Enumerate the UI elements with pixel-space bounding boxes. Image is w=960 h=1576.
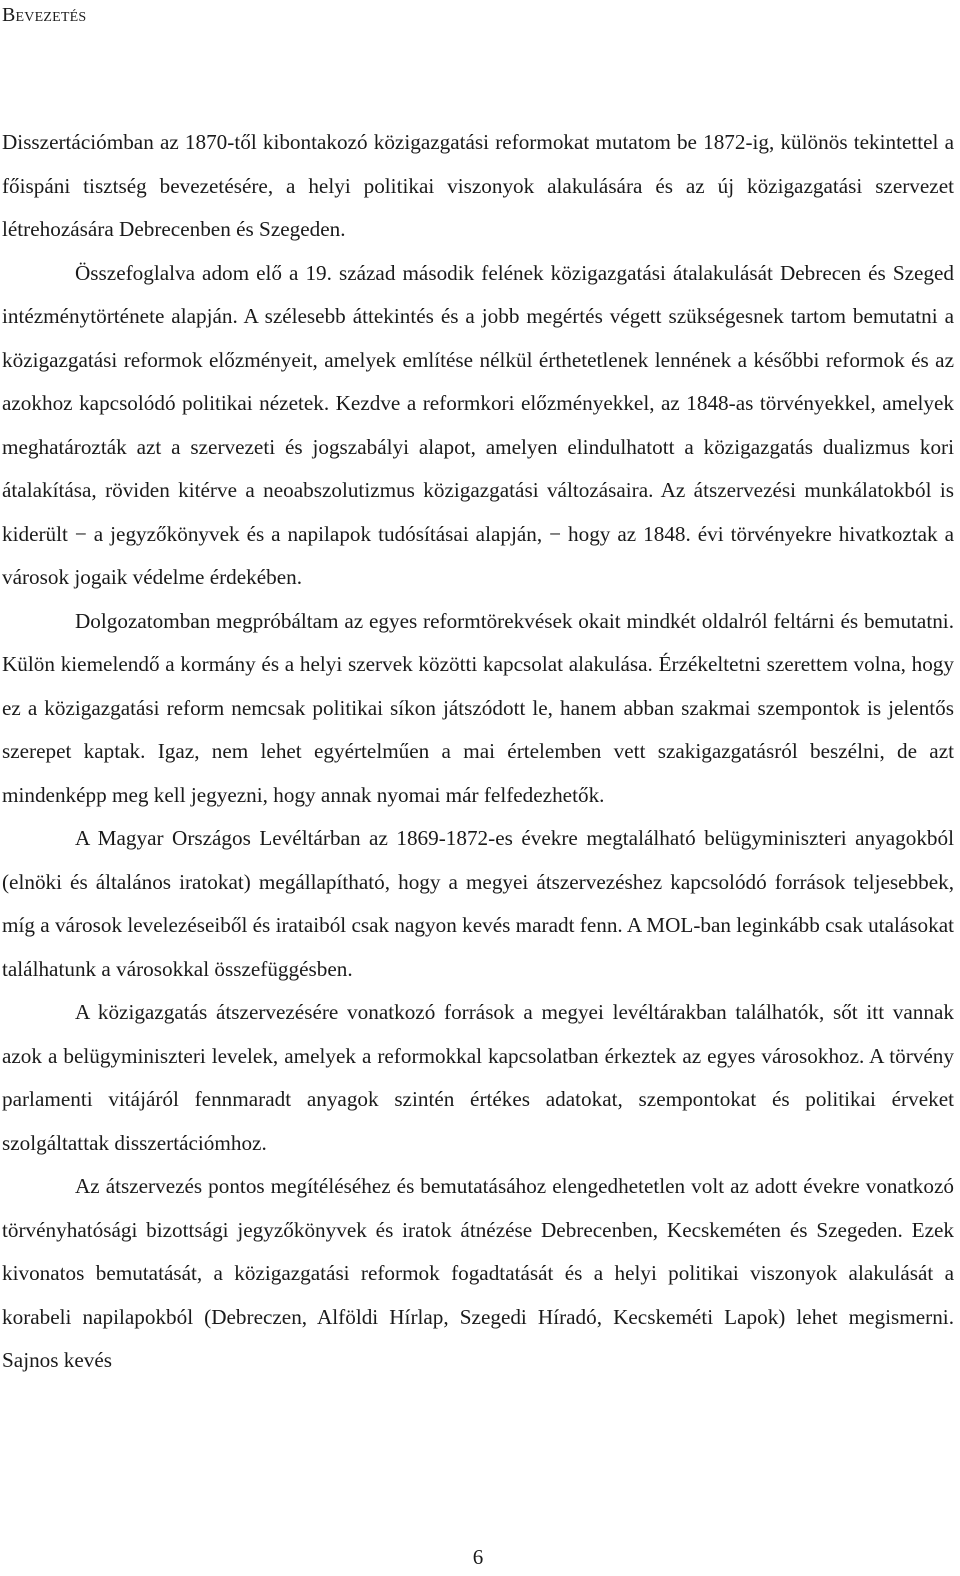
body-text [2, 121, 954, 1383]
section-heading: Bevezetés [2, 4, 87, 26]
paragraph-1: Disszertációmban az 1870-től kibontakozó közigazgatási reformokat mutatom be 1872-ig, különös tekintettel a főispáni tisztség bevezetésére, a helyi politikai viszonyok alakulására és az új közigazgatási szervezet létrehozására Debrecenben és Szegeden. [2, 130, 954, 241]
paragraph-2: Összefoglalva adom elő a 19. század második felének közigazgatási átalakulását Debrecen és Szeged intézménytörténete alapján. A szélesebb áttekintés és a jobb megértés végett szükségesnek tartom bemutatni a közigazgatási reformok előzményeit, amelyek említése nélkül érthetetlenek lennének a későbbi reformok és az azokhoz kapcsolódó politikai nézetek. Kezdve a reformkori előzményekkel, az 1848-as törvényekkel, amelyek meghatározták azt a szervezeti és jogszabályi alapot, amelyen elindulhatott a közigazgatás dualizmus kori átalakítása, röviden kitérve a neoabszolutizmus közigazgatási változásaira. Az átszervezési munkálatokból is kiderült − a jegyzőkönyvek és a napilapok tudósításai alapján, − hogy az 1848. évi törvényekre hivatkoztak a városok jogaik védelme érdekében. [2, 260, 954, 589]
page-number: 6 [472, 1545, 484, 1569]
paragraph-3: Dolgozatomban megpróbáltam az egyes reformtörekvések okait mindkét oldalról feltárni és bemutatni. Külön kiemelendő a kormány és a helyi szervek közötti kapcsolat alakulása. Érzékeltetni szerettem volna, hogy ez a közigazgatási reform nemcsak politikai síkon játszódott le, hanem abban szakmai szempontok is jelentős szerepet kaptak. Igaz, nem lehet egyértelműen a mai értelemben vett szakigazgatásról beszélni, de azt mindenképp meg kell jegyezni, hogy annak nyomai már felfedezhetők. [2, 608, 954, 807]
paragraph-4: A Magyar Országos Levéltárban az 1869-1872-es évekre megtalálható belügyminiszteri anyagokból (elnöki és általános iratokat) megállapítható, hogy a megyei átszervezéshez kapcsolódó források teljesebbek, míg a városok levelezéseiből és irataiból csak nagyon kevés maradt fenn. A MOL-ban leginkább csak utalásokat találhatunk a városokkal összefüggésben. [2, 826, 954, 981]
paragraph-6: Az átszervezés pontos megítéléséhez és bemutatásához elengedhetetlen volt az adott évekre vonatkozó törvényhatósági bizottsági jegyzőkönyvek és iratok átnézése Debrecenben, Kecskeméten és Szegeden. Ezek kivonatos bemutatását, a közigazgatási reformok fogadtatását és a helyi politikai viszonyok alakulását a korabeli napilapokból (Debreczen, Alföldi Hírlap, Szegedi Híradó, Kecskeméti Lapok) lehet megismerni. Sajnos kevés [2, 1174, 954, 1372]
paragraph-5: A közigazgatás átszervezésére vonatkozó források a megyei levéltárakban találhatók, sőt itt vannak azok a belügyminiszteri levelek, amelyek a reformokkal kapcsolatban érkeztek az egyes városokhoz. A törvény parlamenti vitájáról fennmaradt anyagok szintén értékes adatokat, szempontokat és politikai érveket szolgáltattak disszertációmhoz. [2, 1000, 954, 1155]
